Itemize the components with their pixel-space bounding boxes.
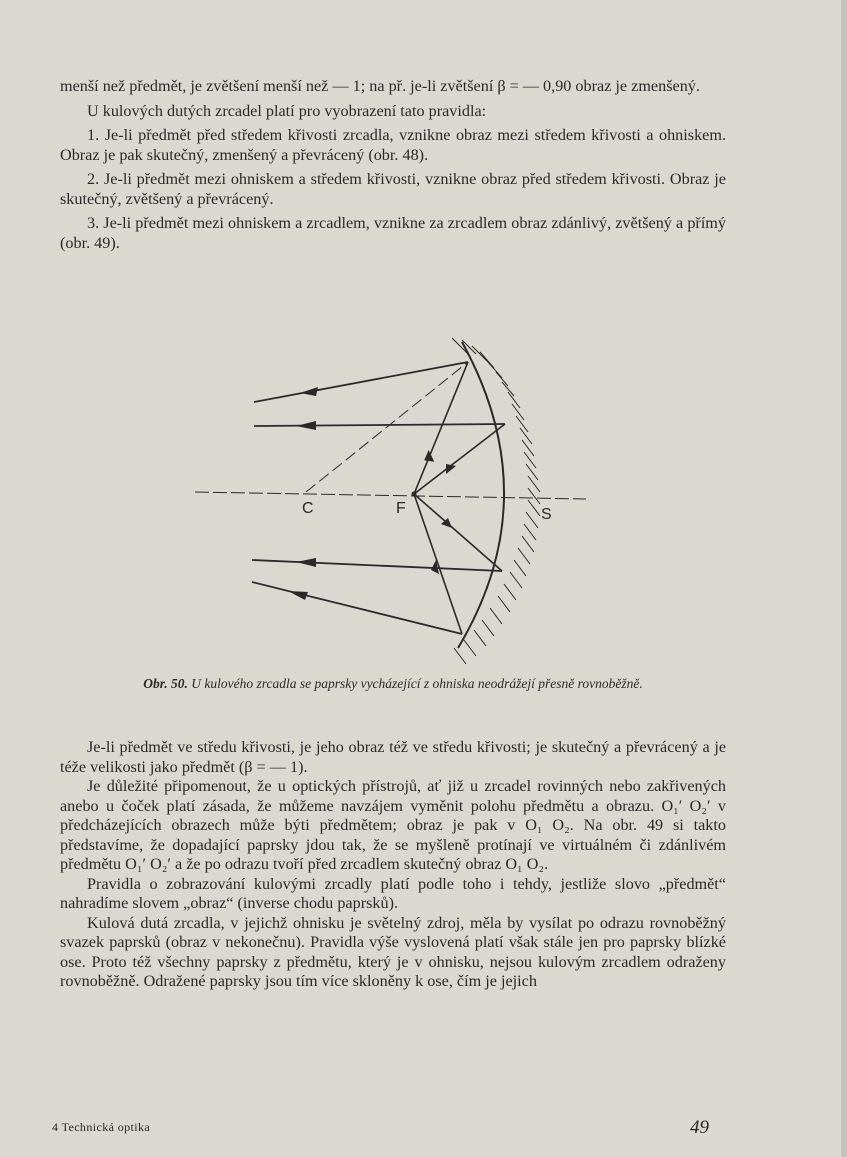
paragraph-interchange: Je důležité připomenout, že u optických přístrojů, ať již u zrcadel rovinných nebo zakřivených anebo u čoček platí zásada, že můžeme navzájem vyměnit polohu předmětu a obrazu. O₁′ O₂′ v předcházejících obrazech může býti předmětem; obraz je pak v O₁ O₂. Na obr. 49 si takto představíme, že dopadající paprsky jdou tak, že se myšleně protínají ve virtuálném či zdánlivém předmětu O₁′ O₂′ a že po odrazu tvoří před zrcadlem skutečný obraz O₁ O₂.: [60, 777, 726, 873]
bottom-text-block: [60, 738, 726, 992]
paragraph-light-source: Kulová dutá zrcadla, v jejichž ohnisku je světelný zdroj, měla by vysílat po odrazu rovnoběžný svazek paprsků (obraz v nekonečnu). Pravidla výše vyslovená platí však stále jen pro paprsky blízké ose. Proto též všechny paprsky z předmětu, který je v ohnisku, nejsou kulovým zrcadlem odraženy rovnoběžně. Odražené paprsky jsou tím více skloněny k ose, čím je jejich: [60, 913, 726, 990]
paragraph-center-curvature: Je-li předmět ve středu křivosti, je jeho obraz též ve středu křivosti; je skutečný a převrácený a je téže velikosti jako předmět (β = — 1).: [60, 738, 726, 776]
label-f: F: [396, 500, 406, 517]
mirror-hatching: [452, 338, 540, 664]
paragraph-rule-3: 3. Je-li předmět mezi ohniskem a zrcadlem, vznikne za zrcadlem obraz zdánlivý, zvětšený a přímý (obr. 49).: [60, 214, 726, 252]
label-c: C: [302, 500, 314, 517]
paragraph-rule-1: 1. Je-li předmět před středem křivosti zrcadla, vznikne obraz mezi středem křivosti a ohniskem. Obraz je pak skutečný, zmenšený a převrácený (obr. 48).: [60, 126, 726, 164]
optical-axis: [195, 492, 586, 499]
label-s: S: [541, 506, 552, 523]
concave-mirror: [458, 342, 504, 648]
incident-rays: [414, 362, 505, 634]
incident-arrowheads: [424, 450, 456, 574]
paragraph-rule-2: 2. Je-li předmět mezi ohniskem a středem křivosti, vznikne obraz před středem křivosti. Obraz je skutečný, zvětšený a převrácený.: [60, 170, 726, 208]
paragraph-inverse: Pravidla o zobrazování kulovými zrcadly platí podle toho i tehdy, jestliže slovo „předmět“ nahradíme slovem „obraz“ (inverse chodu paprsků).: [60, 874, 726, 912]
radius-line: [306, 362, 468, 492]
reflected-rays: [252, 362, 505, 634]
caption-label: Obr. 50.: [143, 676, 188, 691]
figure-caption: [60, 676, 726, 692]
footer-signature: 4 Technická optika: [52, 1120, 151, 1134]
caption-text: U kulového zrcadla se paprsky vycházející z ohniska neodrážejí přesně rovnoběžně.: [191, 676, 643, 691]
paragraph-intro: menší než předmět, je zvětšení menší než — 1; na př. je-li zvětšení β = — 0,90 obraz je zmenšený.: [60, 77, 700, 95]
paragraph-rules-heading: U kulových dutých zrcadel platí pro vyobrazení tato pravidla:: [87, 101, 487, 120]
page-number: 49: [690, 1117, 709, 1138]
focus-point: [412, 492, 417, 497]
